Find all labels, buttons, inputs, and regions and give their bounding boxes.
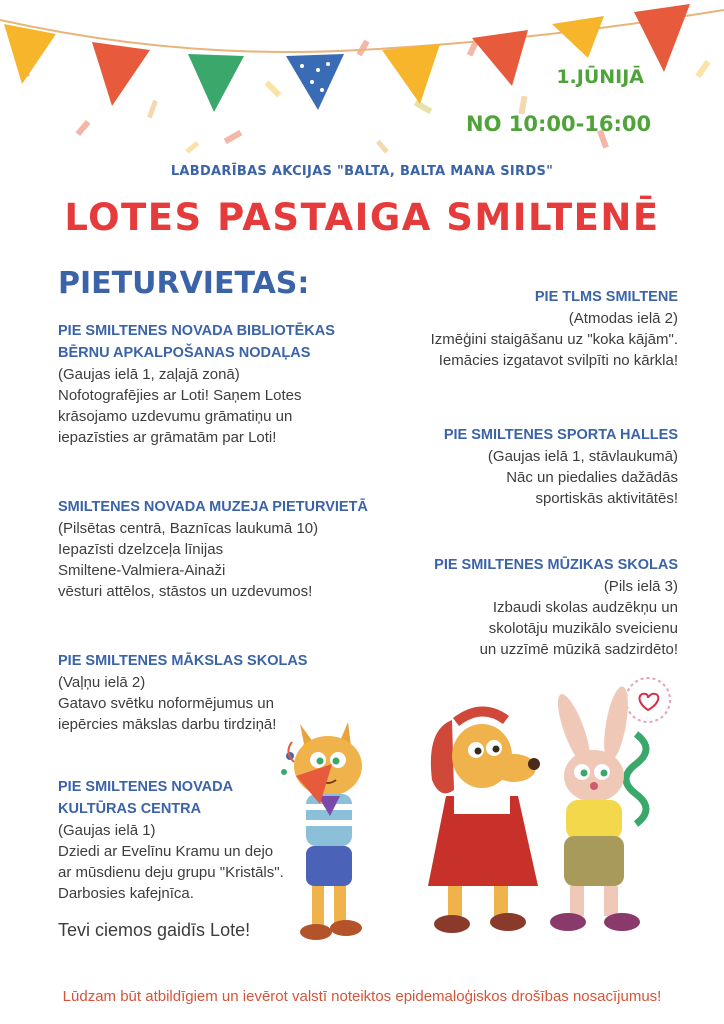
- stop-culture-centre: [58, 776, 284, 904]
- stop-title: PIE SMILTENES SPORTA HALLES: [443, 427, 678, 443]
- heart-logo: [626, 678, 670, 722]
- stop-line: (Gaujas ielā 1, stāvlaukumā): [487, 448, 678, 465]
- stop-art-school: [58, 650, 307, 735]
- stop-title: PIE SMILTENES NOVADA BIBLIOTĒKAS: [58, 323, 335, 339]
- stop-line: vēsturi attēlos, stāstos un uzdevumos!: [58, 583, 313, 600]
- stop-line: Iemācies izgatavot svilpīti no kārkla!: [438, 352, 678, 369]
- stop-line: (Vaļņu ielā 2): [58, 674, 146, 691]
- stop-title: BĒRNU APKALPOŠANAS NODAĻAS: [58, 345, 311, 361]
- stop-title: KULTŪRAS CENTRA: [58, 801, 202, 817]
- stop-line: (Pils ielā 3): [603, 578, 678, 595]
- stop-music-school: [434, 554, 678, 660]
- stop-line: krāsojamo uzdevumu grāmatiņu un: [58, 408, 293, 425]
- stop-line: (Gaujas ielā 1): [58, 822, 156, 839]
- stop-line: (Gaujas ielā 1, zaļajā zonā): [58, 366, 240, 383]
- page-title: LOTES PASTAIGA SMILTENĒ: [64, 196, 660, 239]
- stop-line: iepērcies mākslas darbu tirdziņā!: [58, 716, 277, 733]
- footer-notice: Lūdzam būt atbildīgiem un ievērot valstī noteiktos epidemaloģiskos drošības nosacījumus!: [62, 988, 662, 1005]
- event-date: 1.JŪNIJĀ: [556, 66, 644, 88]
- stop-line: Nofotografējies ar Loti! Saņem Lotes: [58, 387, 302, 404]
- stop-library: [58, 320, 335, 448]
- subtitle: LABDARĪBAS AKCIJAS "BALTA, BALTA MANA SIRDS": [170, 164, 554, 179]
- bunting-flags: [4, 4, 690, 112]
- stop-line: Izmēģini staigāšanu uz "koka kājām".: [430, 331, 678, 348]
- stop-title: SMILTENES NOVADA MUZEJA PIETURVIETĀ: [58, 499, 368, 515]
- stop-sports-hall: [444, 424, 678, 509]
- stop-line: Gatavo svētku noformējumus un: [58, 695, 274, 712]
- stop-line: un uzzīmē mūzikā sadzirdēto!: [479, 641, 678, 658]
- stop-line: Smiltene-Valmiera-Ainaži: [58, 562, 226, 579]
- bunting-decoration: [0, 0, 724, 180]
- rabbit-character: [550, 685, 640, 931]
- stop-line: Iepazīsti dzelzceļa līnijas: [58, 541, 224, 558]
- closing-line: Tevi ciemos gaidīs Lote!: [58, 920, 251, 940]
- stop-line: Darbosies kafejnīca.: [58, 885, 194, 902]
- cartoon-characters: [276, 676, 706, 976]
- lote-character: [428, 711, 540, 933]
- stops-heading: PIETURVIETAS:: [58, 266, 310, 301]
- stop-title: PIE SMILTENES MŪZIKAS SKOLAS: [434, 557, 678, 573]
- stop-line: Nāc un piedalies dažādās: [506, 469, 678, 486]
- stop-museum: [58, 496, 368, 602]
- stop-title: PIE SMILTENES MĀKSLAS SKOLAS: [58, 653, 308, 669]
- stop-line: Izbaudi skolas audzēkņu un: [492, 599, 678, 616]
- stop-title: PIE SMILTENES NOVADA: [58, 779, 234, 795]
- stop-title: PIE TLMS SMILTENE: [534, 289, 678, 305]
- stop-line: (Atmodas ielā 2): [568, 310, 678, 327]
- stop-line: ar mūsdienu deju grupu "Kristāls".: [58, 864, 284, 881]
- stop-line: sportiskās aktivitātēs!: [535, 490, 678, 507]
- stop-line: (Pilsētas centrā, Baznīcas laukumā 10): [58, 520, 319, 537]
- cat-character: [294, 722, 362, 940]
- stop-tlms: [431, 286, 678, 371]
- event-time: NO 10:00-16:00: [466, 112, 652, 136]
- stop-line: iepazīsties ar grāmatām par Loti!: [58, 429, 277, 446]
- stop-line: skolotāju muzikālo sveicienu: [488, 620, 678, 637]
- stop-line: Dziedi ar Evelīnu Kramu un dejo: [58, 843, 274, 860]
